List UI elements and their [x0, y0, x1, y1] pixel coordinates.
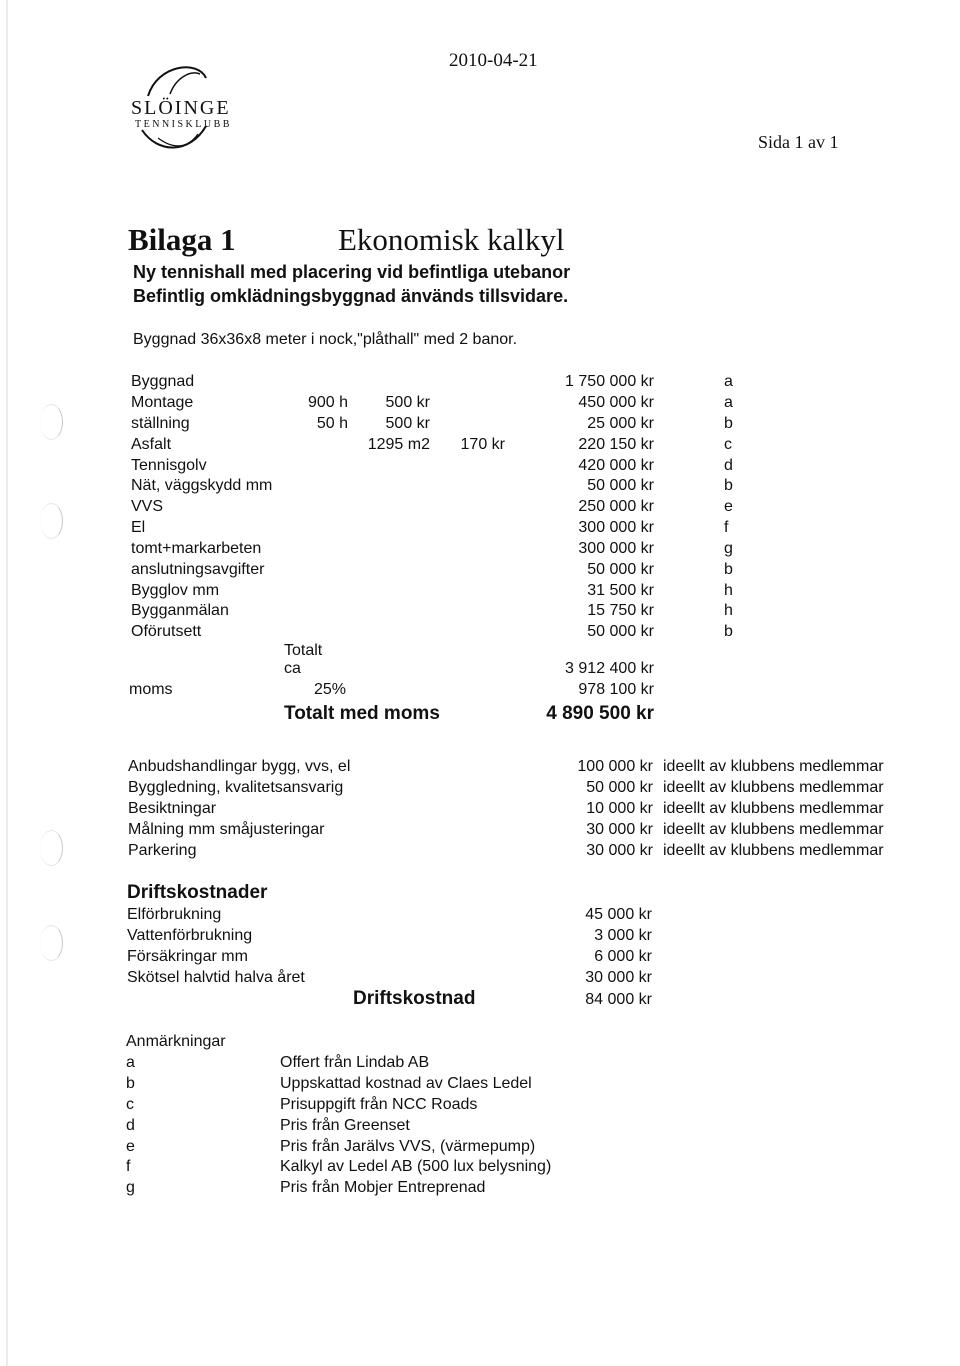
- scan-edge-line: [6, 0, 8, 1366]
- operating-total-label: Driftskostnad: [353, 988, 476, 1009]
- operating-total-amount: 84 000 kr: [585, 991, 652, 1008]
- remarks-heading: Anmärkningar: [126, 1033, 226, 1050]
- operating-amount: 45 000 kr: [585, 906, 652, 923]
- cost-label: Bygglov mm: [131, 582, 220, 599]
- cost-ref: b: [724, 477, 733, 494]
- cost-label: Bygganmälan: [131, 602, 229, 619]
- document-date: 2010-04-21: [449, 50, 538, 71]
- cost-label: El: [131, 519, 146, 536]
- operating-amount: 30 000 kr: [585, 969, 652, 986]
- remark-key: e: [126, 1138, 135, 1155]
- remark-text: Offert från Lindab AB: [280, 1054, 430, 1071]
- volunteer-label: Anbudshandlingar bygg, vvs, el: [128, 758, 351, 775]
- cost-ref: h: [724, 582, 733, 599]
- operating-label: Skötsel halvtid halva året: [127, 969, 305, 986]
- total-label-approx: ca: [284, 660, 301, 677]
- cost-area: 1295 m2: [367, 436, 430, 453]
- page-number: Sida 1 av 1: [758, 132, 839, 152]
- cost-label: Asfalt: [131, 436, 172, 453]
- punch-hole: [40, 830, 63, 866]
- subtitle-2: Befintlig omklädningsbyggnad änvänds tillsvidare.: [133, 286, 569, 306]
- remark-text: Kalkyl av Ledel AB (500 lux belysning): [280, 1158, 552, 1175]
- volunteer-note: ideellt av klubbens medlemmar: [663, 842, 884, 859]
- cost-amount: 25 000 kr: [587, 415, 654, 432]
- cost-amount: 50 000 kr: [587, 477, 654, 494]
- total-amount: 3 912 400 kr: [565, 660, 654, 677]
- cost-amount: 1 750 000 kr: [565, 373, 654, 390]
- cost-rate: 500 kr: [385, 415, 430, 432]
- total-label: Totalt: [284, 642, 323, 659]
- operating-label: Elförbrukning: [127, 906, 222, 923]
- punch-hole: [40, 925, 63, 961]
- remark-text: Prisuppgift från NCC Roads: [280, 1096, 478, 1113]
- volunteer-note: ideellt av klubbens medlemmar: [663, 779, 884, 796]
- remark-text: Uppskattad kostnad av Claes Ledel: [280, 1075, 532, 1092]
- cost-label: tomt+markarbeten: [131, 540, 262, 557]
- vat-percent: 25%: [314, 681, 347, 698]
- total-with-vat-label: Totalt med moms: [284, 703, 440, 724]
- volunteer-amount: 10 000 kr: [586, 800, 653, 817]
- cost-amount: 50 000 kr: [587, 623, 654, 640]
- vat-label: moms: [129, 681, 173, 698]
- cost-amount: 50 000 kr: [587, 561, 654, 578]
- cost-label: Oförutsett: [131, 623, 202, 640]
- cost-ref: b: [724, 561, 733, 578]
- cost-amount: 300 000 kr: [578, 519, 654, 536]
- cost-amount: 250 000 kr: [578, 498, 654, 515]
- appendix-label: Bilaga 1: [128, 222, 236, 257]
- cost-ref: f: [724, 519, 729, 536]
- volunteer-amount: 50 000 kr: [586, 779, 653, 796]
- volunteer-label: Parkering: [128, 842, 197, 859]
- cost-label: ställning: [131, 415, 190, 432]
- remark-key: b: [126, 1075, 135, 1092]
- remark-key: c: [126, 1096, 134, 1113]
- volunteer-label: Besiktningar: [128, 800, 217, 817]
- operating-label: Vattenförbrukning: [127, 927, 253, 944]
- cost-label: Byggnad: [131, 373, 195, 390]
- cost-ref: b: [724, 415, 733, 432]
- cost-ref: g: [724, 540, 733, 557]
- page-title: Ekonomisk kalkyl: [338, 222, 565, 257]
- volunteer-note: ideellt av klubbens medlemmar: [663, 821, 884, 838]
- cost-label: VVS: [131, 498, 164, 515]
- cost-ref: h: [724, 602, 733, 619]
- remark-text: Pris från Jarälvs VVS, (värmepump): [280, 1138, 536, 1155]
- building-note: Byggnad 36x36x8 meter i nock,"plåthall" med 2 banor.: [133, 331, 518, 348]
- remark-key: a: [126, 1054, 135, 1071]
- volunteer-amount: 30 000 kr: [586, 821, 653, 838]
- subtitle-1: Ny tennishall med placering vid befintliga utebanor: [133, 262, 571, 282]
- cost-amount: 420 000 kr: [578, 457, 654, 474]
- cost-label: Tennisgolv: [131, 457, 207, 474]
- cost-ref: a: [724, 394, 733, 411]
- cost-hours: 50 h: [316, 415, 348, 432]
- cost-amount: 220 150 kr: [578, 436, 654, 453]
- volunteer-label: Byggledning, kvalitetsansvarig: [128, 779, 344, 796]
- remark-key: f: [126, 1158, 131, 1175]
- cost-unit-price: 170 kr: [460, 436, 505, 453]
- cost-rate: 500 kr: [385, 394, 430, 411]
- cost-ref: c: [724, 436, 732, 453]
- cost-label: Montage: [131, 394, 194, 411]
- cost-label: Nät, väggskydd mm: [131, 477, 273, 494]
- cost-ref: d: [724, 457, 733, 474]
- operating-amount: 6 000 kr: [594, 948, 652, 965]
- vat-amount: 978 100 kr: [578, 681, 654, 698]
- cost-amount: 300 000 kr: [578, 540, 654, 557]
- cost-ref: e: [724, 498, 733, 515]
- logo-text-main: SLÖINGE: [131, 97, 231, 119]
- operating-costs-heading: Driftskostnader: [127, 882, 268, 903]
- cost-label: anslutningsavgifter: [131, 561, 265, 578]
- operating-amount: 3 000 kr: [594, 927, 652, 944]
- punch-hole: [40, 503, 63, 539]
- total-with-vat-amount: 4 890 500 kr: [546, 703, 654, 724]
- logo-text-sub: TENNISKLUBB: [135, 119, 232, 130]
- cost-amount: 450 000 kr: [578, 394, 654, 411]
- volunteer-note: ideellt av klubbens medlemmar: [663, 758, 884, 775]
- cost-ref: a: [724, 373, 733, 390]
- cost-amount: 31 500 kr: [587, 582, 654, 599]
- volunteer-label: Målning mm småjusteringar: [128, 821, 325, 838]
- operating-label: Försäkringar mm: [127, 948, 248, 965]
- remark-key: d: [126, 1117, 135, 1134]
- punch-hole: [40, 404, 63, 440]
- volunteer-amount: 100 000 kr: [577, 758, 653, 775]
- volunteer-amount: 30 000 kr: [586, 842, 653, 859]
- cost-hours: 900 h: [307, 394, 348, 411]
- remark-text: Pris från Mobjer Entreprenad: [280, 1179, 486, 1196]
- volunteer-note: ideellt av klubbens medlemmar: [663, 800, 884, 817]
- remark-key: g: [126, 1179, 135, 1196]
- remark-text: Pris från Greenset: [280, 1117, 410, 1134]
- cost-ref: b: [724, 623, 733, 640]
- cost-amount: 15 750 kr: [587, 602, 654, 619]
